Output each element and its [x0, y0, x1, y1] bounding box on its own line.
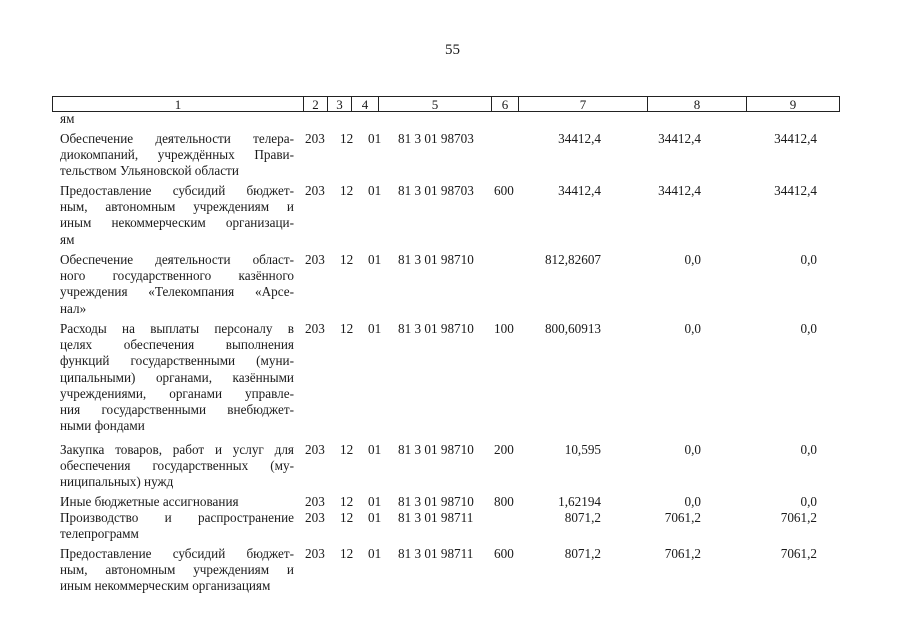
- header-col-1: 1: [52, 96, 304, 112]
- header-col-7: 7: [518, 96, 648, 112]
- cell-col-2: 203: [305, 442, 325, 457]
- row-description-line: ными фондами: [60, 418, 145, 434]
- cell-col-9: 7061,2: [780, 546, 817, 561]
- cell-col-6: 200: [494, 442, 514, 457]
- cell-col-8: 7061,2: [664, 546, 701, 561]
- header-col-6: 6: [491, 96, 519, 112]
- cell-col-6: 800: [494, 494, 514, 509]
- row-description: [60, 546, 294, 595]
- row-description: [60, 252, 294, 317]
- header-col-2: 2: [303, 96, 328, 112]
- cell-col-2: 203: [305, 321, 325, 336]
- cell-col-9: 0,0: [800, 321, 817, 336]
- row-description-line: обеспечения государственных (му-: [60, 458, 294, 474]
- row-description-line: иным некоммерческим организациям: [60, 578, 271, 594]
- row-description-line: целях обеспечения выполнения: [60, 337, 294, 353]
- cell-col-8: 0,0: [684, 252, 701, 267]
- cell-col-6: 600: [494, 546, 514, 561]
- header-col-5: 5: [378, 96, 492, 112]
- cell-col-8: 34412,4: [658, 183, 701, 198]
- row-description-line: нал»: [60, 300, 87, 316]
- cell-col-7: 8071,2: [564, 510, 601, 525]
- row-description-line: Обеспечение деятельности област-: [60, 252, 294, 267]
- page-number: 55: [445, 42, 460, 58]
- cell-col-5: 81 3 01 98710: [398, 252, 474, 267]
- cell-col-7: 10,595: [564, 442, 601, 457]
- row-description-line: телепрограмм: [60, 526, 139, 542]
- cell-col-4: 01: [368, 510, 382, 525]
- row-description-line: иным некоммерческим организаци-: [60, 215, 294, 231]
- cell-col-6: 100: [494, 321, 514, 336]
- cell-col-7: 34412,4: [558, 183, 601, 198]
- cell-col-9: 0,0: [800, 442, 817, 457]
- cell-col-3: 12: [340, 321, 354, 336]
- cell-col-2: 203: [305, 546, 325, 561]
- cell-col-3: 12: [340, 546, 354, 561]
- header-col-9: 9: [746, 96, 840, 112]
- cell-col-9: 7061,2: [780, 510, 817, 525]
- cell-col-4: 01: [368, 131, 382, 146]
- cell-col-5: 81 3 01 98710: [398, 494, 474, 509]
- row-description: [60, 442, 294, 491]
- row-description-line: функций государственными (муни-: [60, 353, 294, 369]
- row-description-line: ниципальных) нужд: [60, 474, 174, 490]
- row-description-line: Предоставление субсидий бюджет-: [60, 546, 294, 561]
- cell-col-3: 12: [340, 183, 354, 198]
- cell-col-8: 0,0: [684, 321, 701, 336]
- row-description: [60, 131, 294, 180]
- cell-col-8: 0,0: [684, 442, 701, 457]
- cell-col-5: 81 3 01 98703: [398, 183, 474, 198]
- row-description-line: ципальными) органами, казёнными: [60, 369, 294, 385]
- cell-col-6: 600: [494, 183, 514, 198]
- cell-col-7: 812,82607: [544, 252, 601, 267]
- row-description-line: Иные бюджетные ассигнования: [60, 494, 239, 509]
- cell-col-4: 01: [368, 442, 382, 457]
- cell-col-5: 81 3 01 98711: [398, 546, 474, 561]
- cell-col-4: 01: [368, 546, 382, 561]
- cell-col-5: 81 3 01 98703: [398, 131, 474, 146]
- row-description-line: ным, автономным учреждениям и: [60, 199, 294, 215]
- cell-col-3: 12: [340, 252, 354, 267]
- cell-col-7: 34412,4: [558, 131, 601, 146]
- row-description-line: ным, автономным учреждениям и: [60, 562, 294, 578]
- row-description-line: Обеспечение деятельности телера-: [60, 131, 294, 146]
- cell-col-9: 34412,4: [774, 131, 817, 146]
- row-description-line: Расходы на выплаты персоналу в: [60, 321, 294, 336]
- row-description: [60, 510, 294, 542]
- cell-col-4: 01: [368, 252, 382, 267]
- cell-col-8: 7061,2: [664, 510, 701, 525]
- cell-col-9: 0,0: [800, 494, 817, 509]
- header-col-3: 3: [327, 96, 352, 112]
- cell-col-3: 12: [340, 494, 354, 509]
- cell-col-9: 0,0: [800, 252, 817, 267]
- cell-col-4: 01: [368, 494, 382, 509]
- row-description: [60, 111, 294, 127]
- cell-col-2: 203: [305, 131, 325, 146]
- cell-col-5: 81 3 01 98710: [398, 442, 474, 457]
- row-description-line: ного государственного казённого: [60, 268, 294, 284]
- header-col-4: 4: [351, 96, 379, 112]
- cell-col-2: 203: [305, 252, 325, 267]
- cell-col-3: 12: [340, 510, 354, 525]
- cell-col-2: 203: [305, 510, 325, 525]
- row-description: [60, 494, 294, 510]
- row-description-line: Предоставление субсидий бюджет-: [60, 183, 294, 198]
- cell-col-4: 01: [368, 183, 382, 198]
- cell-col-3: 12: [340, 442, 354, 457]
- row-description-line: Закупка товаров, работ и услуг для: [60, 442, 294, 457]
- cell-col-4: 01: [368, 321, 382, 336]
- row-description-line: учреждениями, органами управле-: [60, 385, 294, 401]
- cell-col-7: 1,62194: [558, 494, 601, 509]
- row-description-line: диокомпаний, учреждённых Прави-: [60, 147, 294, 163]
- cell-col-2: 203: [305, 183, 325, 198]
- row-description-line: учреждения «Телекомпания «Арсе-: [60, 284, 294, 300]
- cell-col-8: 34412,4: [658, 131, 701, 146]
- row-description-line: ям: [60, 111, 75, 126]
- cell-col-5: 81 3 01 98710: [398, 321, 474, 336]
- cell-col-7: 800,60913: [544, 321, 601, 336]
- cell-col-7: 8071,2: [564, 546, 601, 561]
- row-description-line: Производство и распространение: [60, 510, 294, 525]
- row-description: [60, 183, 294, 248]
- cell-col-8: 0,0: [684, 494, 701, 509]
- cell-col-2: 203: [305, 494, 325, 509]
- row-description: [60, 321, 294, 434]
- row-description-line: ния государственными внебюджет-: [60, 402, 294, 418]
- header-col-8: 8: [647, 96, 747, 112]
- cell-col-3: 12: [340, 131, 354, 146]
- row-description-line: тельством Ульяновской области: [60, 163, 239, 179]
- row-description-line: ям: [60, 231, 75, 247]
- cell-col-5: 81 3 01 98711: [398, 510, 474, 525]
- cell-col-9: 34412,4: [774, 183, 817, 198]
